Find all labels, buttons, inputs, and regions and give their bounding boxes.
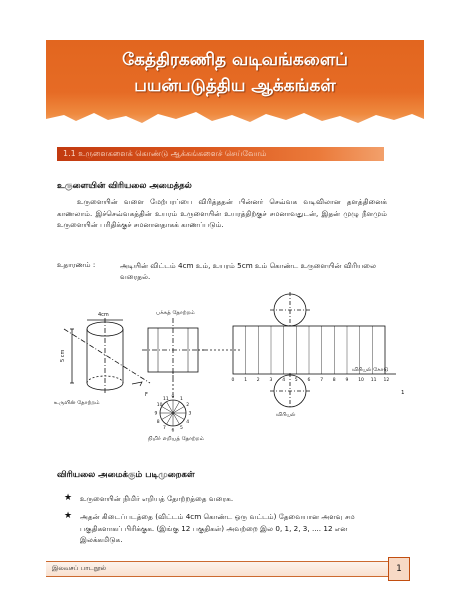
strip-number-7: 7 (320, 378, 324, 383)
cylinder-net-figure (50, 288, 430, 448)
side-view-drawing (142, 318, 240, 380)
steps-heading: விரியலை அமைக்கும் படிமுறைகள் (57, 470, 195, 480)
section-paragraph: உருளையின் வளை மேற்பரப்பை விரித்ததன் பின்னர் செவ்வக வடிவிலான தளத்தினைக் காணலாம். இச்செவ்வகத்தின் உயரம் உருளையின் உயரத்திற்குச் சமனாவதுடன், இதன் முழு நீளமும் உருளையின் பரிதிக்குச் சமனானதாகக் காணப்படும். (57, 197, 387, 229)
footer-text: இலவசப் பாடநூல் (52, 564, 107, 572)
title-banner (46, 40, 424, 135)
circle-number-5: 5 (180, 426, 183, 432)
example-text: அடியின் விட்டம் 4cm உம், உயரம் 5cm உம் கொண்ட உருளையின் விரியலை வரைதல். (120, 261, 377, 281)
step-item-2 (64, 511, 382, 546)
strip-number-6: 6 (307, 378, 311, 383)
strip-number-9: 9 (345, 378, 349, 383)
label-net-line: விரியல் கோடு (352, 367, 389, 373)
footer-bar (46, 561, 410, 577)
circle-number-7: 7 (163, 426, 166, 432)
star-bullet-icon: ★ (64, 493, 73, 503)
cylinder-drawing (64, 318, 150, 393)
strip-number-4: 4 (282, 378, 286, 383)
strip-number-3: 3 (269, 378, 273, 383)
step-text-1: உருளையின் நிமிர் எறியத் தோற்றத்தை வரைக. (80, 494, 234, 503)
strip-number-2: 2 (256, 378, 260, 383)
circle-number-1: 1 (180, 396, 183, 402)
page-title-line-2: பயன்படுத்திய ஆக்கங்கள் (134, 76, 336, 96)
label-top-view: நிமிர் எறியத் தோற்றம் (148, 436, 204, 442)
strip-number-11: 11 (370, 378, 377, 383)
example-label: உதாரணம் : (57, 260, 96, 269)
step-text-2: அதன் கிடைப்படத்தை (விட்டம் 4cm கொண்ட ஒரு வட்டம்) தேவையான அளவு சம பகுதிகளாகப் பிரிக்குக. (இங்கு 12 பகுதிகள்) அவற்றை இல 0, 1, 2, 3, .... 12 என இலக்கமிடுக. (80, 512, 355, 544)
label-net: விரியல் (276, 412, 296, 418)
circle-number-8: 8 (156, 420, 160, 425)
strip-number-5: 5 (294, 378, 298, 383)
section-bar: 1.1 உருளைகளைக் கொண்டு ஆக்கங்களைச் செய்வோம் (57, 147, 384, 161)
page-number: 1 (388, 557, 410, 581)
circle-number-10: 10 (156, 403, 163, 408)
star-bullet-icon: ★ (64, 511, 73, 521)
label-5cm: 5 cm (60, 349, 66, 362)
circle-number-2: 2 (186, 403, 190, 408)
label-1: 1 (401, 390, 405, 396)
net-strip-drawing (233, 292, 396, 409)
strip-number-10: 10 (358, 378, 364, 383)
circle-number-9: 9 (154, 411, 158, 417)
label-F: F (145, 392, 148, 398)
label-side-view: பக்கத் தோற்றம் (156, 310, 195, 316)
strip-number-0: 0 (231, 378, 235, 383)
circle-number-3: 3 (188, 411, 192, 417)
strip-number-12: 12 (383, 378, 390, 383)
circle-number-0: 0 (171, 394, 175, 400)
step-item-1 (64, 493, 380, 505)
torn-paper-edge (46, 105, 424, 135)
strip-number-1: 1 (244, 378, 248, 383)
label-4cm: 4cm (98, 312, 109, 318)
circle-number-4: 4 (186, 420, 190, 425)
label-cylinder-view: உருளின் தோற்றம் (54, 400, 100, 406)
circle-number-6: 6 (171, 428, 175, 434)
circle-number-11: 11 (163, 396, 169, 402)
strip-number-labels (232, 377, 390, 383)
page-title-line-1: கேத்திரகணித வடிவங்களைப் (122, 50, 348, 70)
strip-number-8: 8 (332, 378, 336, 383)
section-heading: உருளையின் விரியலை அமைத்தல் (57, 181, 192, 191)
